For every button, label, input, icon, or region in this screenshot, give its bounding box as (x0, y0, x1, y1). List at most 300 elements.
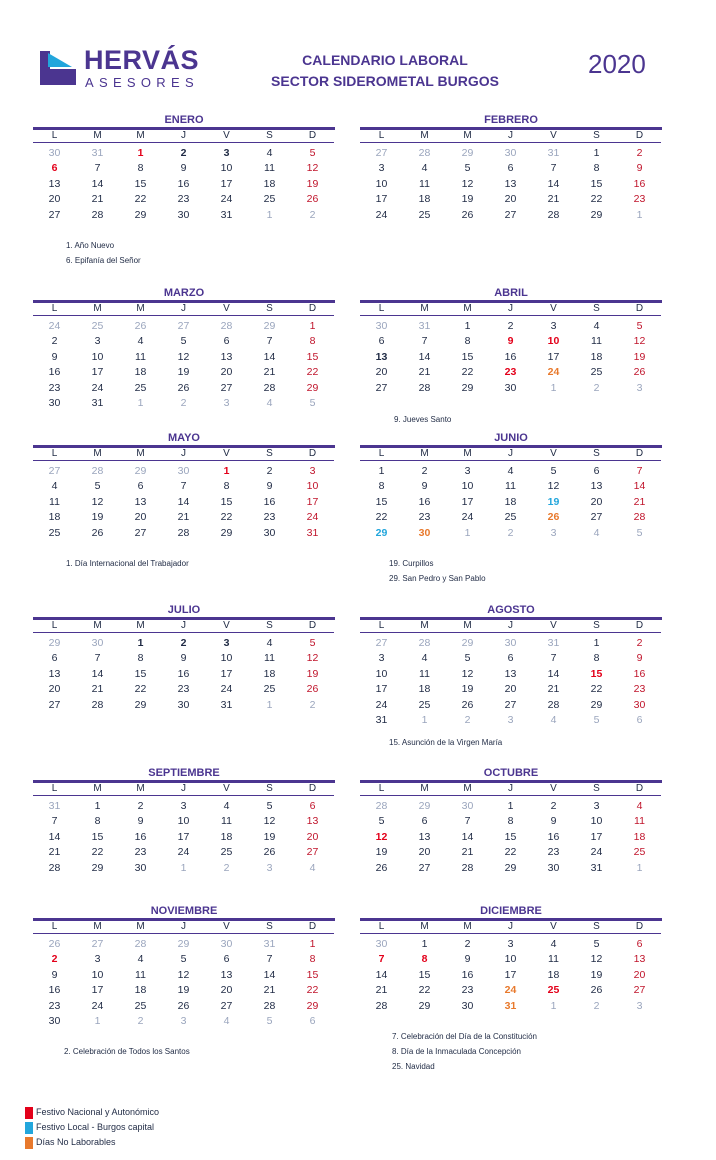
day-cell: 23 (504, 366, 517, 378)
month-day-grid (33, 130, 335, 223)
holiday-notes (64, 1044, 190, 1059)
day-cell: 29 (306, 999, 319, 1012)
day-cell: 12 (91, 495, 104, 508)
day-cell: 31 (547, 146, 560, 159)
day-cell: 12 (306, 162, 319, 174)
month-name: NOVIEMBRE (150, 905, 218, 917)
day-cell: 26 (547, 511, 560, 523)
day-cell: 19 (263, 830, 276, 843)
day-cell: 19 (306, 667, 319, 680)
day-cell: 16 (504, 350, 517, 363)
day-cell: 11 (505, 480, 516, 492)
weekday-header: D (618, 620, 661, 633)
legend (25, 1105, 159, 1150)
day-cell: 19 (590, 968, 603, 981)
day-cell: 30 (504, 381, 517, 394)
day-cell: 25 (590, 366, 603, 378)
legend-label: Días No Laborables (36, 1137, 116, 1147)
month-name: FEBRERO (484, 114, 538, 126)
day-cell: 30 (504, 636, 517, 649)
weekday-header: J (489, 130, 532, 143)
day-cell: 17 (91, 366, 104, 378)
weekday-header: L (33, 130, 76, 143)
day-cell: 18 (220, 830, 233, 843)
day-cell: 1 (137, 636, 144, 649)
day-cell: 2 (550, 799, 557, 812)
day-cell: 15 (504, 830, 517, 843)
day-cell: 8 (309, 953, 316, 965)
day-cell: 2 (137, 799, 144, 812)
day-cell: 1 (137, 397, 144, 409)
day-cell: 1 (550, 999, 557, 1012)
day-cell: 31 (220, 698, 233, 711)
day-cell: 28 (633, 511, 646, 523)
day-cell: 13 (375, 350, 388, 363)
day-cell: 2 (464, 714, 471, 726)
day-cell: 27 (48, 208, 61, 221)
day-cell: 6 (593, 464, 600, 477)
month-name: AGOSTO (487, 604, 535, 616)
day-cell: 22 (461, 366, 474, 378)
weekday-header: D (618, 448, 661, 461)
day-cell: 8 (137, 162, 144, 174)
day-cell: 8 (593, 652, 600, 664)
day-cell: 28 (418, 146, 431, 159)
day-cell: 29 (263, 319, 276, 332)
day-cell: 1 (223, 464, 230, 477)
day-cell: 29 (220, 526, 233, 539)
day-cell: 5 (593, 714, 600, 726)
day-cell: 4 (223, 799, 230, 812)
holiday-notes (394, 412, 451, 427)
month-day-grid (33, 620, 335, 713)
day-cell: 11 (49, 495, 60, 508)
day-cell: 31 (306, 526, 319, 539)
day-cell: 15 (375, 495, 388, 508)
day-cell: 30 (91, 636, 104, 649)
day-cell: 21 (418, 366, 431, 378)
day-cell: 30 (461, 999, 474, 1012)
day-cell: 8 (137, 652, 144, 664)
weekday-header: S (575, 130, 618, 143)
holiday-note: 19. Curpillos (389, 559, 434, 568)
day-cell: 28 (91, 698, 104, 711)
day-cell: 30 (48, 1015, 61, 1027)
day-cell: 23 (633, 193, 646, 205)
day-cell: 6 (421, 815, 428, 827)
day-cell: 29 (134, 698, 147, 711)
day-cell: 3 (636, 381, 643, 394)
day-cell: 28 (418, 636, 431, 649)
legend-item (25, 1135, 159, 1150)
day-cell: 10 (375, 667, 388, 680)
weekday-header: V (205, 130, 248, 143)
day-cell: 2 (180, 636, 187, 649)
day-cell: 29 (504, 861, 517, 874)
day-cell: 30 (263, 526, 276, 539)
month-febrero (360, 113, 662, 223)
day-cell: 9 (266, 480, 273, 492)
holiday-notes (66, 238, 141, 268)
day-cell: 22 (418, 984, 431, 996)
weekday-header: M (119, 303, 162, 316)
day-cell: 24 (375, 208, 388, 221)
day-cell: 11 (264, 652, 275, 664)
day-cell: 28 (375, 999, 388, 1012)
day-cell: 29 (48, 636, 61, 649)
day-cell: 18 (590, 350, 603, 363)
day-cell: 15 (590, 177, 603, 190)
brand-name: HERVÁS (84, 45, 200, 75)
weekday-header: J (489, 303, 532, 316)
weekday-header: J (162, 783, 205, 796)
day-cell: 14 (461, 830, 474, 843)
month-name: DICIEMBRE (480, 905, 542, 917)
weekday-header: L (33, 620, 76, 633)
day-cell: 15 (590, 667, 603, 680)
day-cell: 2 (266, 464, 273, 477)
weekday-header: M (403, 303, 446, 316)
day-cell: 13 (504, 667, 517, 680)
title-line-1: CALENDARIO LABORAL (302, 52, 468, 68)
day-cell: 16 (48, 366, 61, 378)
day-cell: 13 (590, 480, 603, 492)
day-cell: 14 (418, 350, 431, 363)
day-cell: 7 (464, 815, 471, 827)
day-cell: 5 (464, 162, 471, 174)
day-cell: 26 (375, 861, 388, 874)
day-cell: 24 (547, 366, 560, 378)
day-cell: 28 (91, 464, 104, 477)
day-cell: 3 (378, 652, 385, 664)
day-cell: 27 (504, 698, 517, 711)
day-cell: 27 (91, 937, 104, 950)
day-cell: 7 (180, 480, 187, 492)
day-cell: 21 (461, 846, 474, 858)
day-cell: 26 (48, 937, 61, 950)
day-cell: 22 (504, 846, 517, 858)
day-cell: 11 (135, 350, 146, 363)
month-name: MAYO (168, 432, 200, 444)
day-cell: 20 (48, 683, 61, 695)
day-cell: 26 (461, 698, 474, 711)
day-cell: 15 (134, 667, 147, 680)
legend-swatch-orange (25, 1137, 33, 1149)
day-cell: 18 (633, 830, 646, 843)
weekday-header: S (575, 303, 618, 316)
day-cell: 26 (177, 999, 190, 1012)
holiday-note: 25. Navidad (392, 1062, 435, 1071)
day-cell: 11 (264, 162, 275, 174)
holiday-notes (66, 556, 189, 571)
day-cell: 19 (375, 846, 388, 858)
day-cell: 10 (504, 953, 517, 965)
day-cell: 31 (91, 146, 104, 159)
holiday-note: 7. Celebración del Día de la Constitución (392, 1032, 537, 1041)
day-cell: 1 (378, 464, 385, 477)
weekday-header: M (446, 620, 489, 633)
weekday-header: M (76, 783, 119, 796)
day-cell: 26 (590, 984, 603, 996)
day-cell: 5 (636, 526, 643, 539)
day-cell: 19 (91, 511, 104, 523)
day-cell: 4 (507, 464, 514, 477)
weekday-header: D (618, 783, 661, 796)
day-cell: 6 (636, 937, 643, 950)
weekday-header: M (76, 130, 119, 143)
day-cell: 31 (590, 861, 603, 874)
day-cell: 2 (51, 953, 58, 965)
day-cell: 29 (91, 861, 104, 874)
day-cell: 4 (266, 636, 273, 649)
weekday-header: D (291, 130, 334, 143)
day-cell: 8 (421, 953, 428, 965)
day-cell: 2 (593, 999, 600, 1012)
day-cell: 24 (91, 999, 104, 1012)
day-cell: 18 (134, 366, 147, 378)
day-cell: 12 (461, 177, 474, 190)
day-cell: 17 (375, 193, 388, 205)
day-cell: 27 (48, 464, 61, 477)
day-cell: 3 (309, 464, 316, 477)
day-cell: 23 (418, 511, 431, 523)
day-cell: 30 (48, 146, 61, 159)
day-cell: 22 (91, 846, 104, 858)
weekday-header: L (360, 620, 403, 633)
month-julio (33, 603, 335, 713)
day-cell: 17 (461, 495, 474, 508)
weekday-header: L (33, 448, 76, 461)
day-cell: 27 (504, 208, 517, 221)
day-cell: 25 (418, 698, 431, 711)
day-cell: 6 (507, 162, 514, 174)
day-cell: 18 (48, 511, 61, 523)
day-cell: 3 (94, 953, 101, 965)
day-cell: 3 (550, 319, 557, 332)
day-cell: 6 (309, 799, 316, 812)
weekday-header: J (162, 921, 205, 934)
day-cell: 29 (590, 698, 603, 711)
day-cell: 11 (634, 815, 645, 827)
day-cell: 19 (633, 350, 646, 363)
day-cell: 27 (306, 846, 319, 858)
day-cell: 30 (375, 937, 388, 950)
day-cell: 13 (418, 830, 431, 843)
day-cell: 28 (418, 381, 431, 394)
day-cell: 1 (636, 208, 643, 221)
day-cell: 24 (220, 193, 233, 205)
day-cell: 28 (263, 999, 276, 1012)
weekday-header: S (248, 783, 291, 796)
month-name: MARZO (163, 287, 205, 299)
day-cell: 4 (266, 146, 273, 159)
day-cell: 25 (418, 208, 431, 221)
day-cell: 15 (306, 350, 319, 363)
weekday-header: M (76, 620, 119, 633)
day-cell: 27 (633, 984, 646, 996)
month-day-grid (360, 448, 662, 541)
day-cell: 30 (134, 861, 147, 874)
day-cell: 4 (137, 335, 144, 347)
day-cell: 3 (266, 861, 273, 874)
weekday-header: M (119, 448, 162, 461)
weekday-header: J (489, 921, 532, 934)
day-cell: 19 (547, 495, 560, 508)
day-cell: 10 (375, 177, 388, 190)
weekday-header: L (360, 921, 403, 934)
day-cell: 28 (220, 319, 233, 332)
day-cell: 1 (309, 937, 316, 950)
day-cell: 28 (48, 861, 61, 874)
day-cell: 29 (461, 146, 474, 159)
day-cell: 9 (464, 953, 471, 965)
weekday-header: D (618, 130, 661, 143)
day-cell: 20 (633, 968, 646, 981)
day-cell: 13 (48, 177, 61, 190)
day-cell: 2 (309, 208, 316, 221)
day-cell: 28 (91, 208, 104, 221)
day-cell: 11 (135, 968, 146, 981)
day-cell: 10 (306, 480, 319, 492)
weekday-header: S (248, 130, 291, 143)
day-cell: 5 (464, 652, 471, 664)
day-cell: 24 (220, 683, 233, 695)
day-cell: 27 (220, 999, 233, 1012)
day-cell: 9 (421, 480, 428, 492)
month-day-grid (360, 303, 662, 396)
day-cell: 8 (94, 815, 101, 827)
weekday-header: J (162, 620, 205, 633)
month-diciembre (360, 904, 662, 1014)
day-cell: 3 (223, 636, 230, 649)
day-cell: 5 (309, 636, 316, 649)
weekday-header: M (76, 303, 119, 316)
day-cell: 20 (134, 511, 147, 523)
weekday-header: J (489, 620, 532, 633)
day-cell: 29 (418, 999, 431, 1012)
day-cell: 29 (177, 937, 190, 950)
day-cell: 6 (51, 652, 58, 664)
day-cell: 22 (134, 683, 147, 695)
day-cell: 1 (137, 146, 144, 159)
day-cell: 1 (593, 146, 600, 159)
day-cell: 23 (263, 511, 276, 523)
day-cell: 23 (134, 846, 147, 858)
day-cell: 3 (378, 162, 385, 174)
day-cell: 16 (633, 667, 646, 680)
day-cell: 27 (177, 319, 190, 332)
month-name: JUNIO (494, 432, 528, 444)
weekday-header: M (446, 783, 489, 796)
day-cell: 23 (177, 193, 190, 205)
weekday-header: M (76, 448, 119, 461)
day-cell: 31 (504, 999, 517, 1012)
day-cell: 27 (48, 698, 61, 711)
day-cell: 30 (547, 861, 560, 874)
day-cell: 5 (309, 397, 316, 409)
day-cell: 27 (375, 381, 388, 394)
day-cell: 16 (418, 495, 431, 508)
day-cell: 30 (177, 698, 190, 711)
day-cell: 22 (590, 683, 603, 695)
day-cell: 15 (134, 177, 147, 190)
day-cell: 14 (547, 667, 560, 680)
day-cell: 7 (550, 162, 557, 174)
weekday-header: V (532, 303, 575, 316)
month-octubre (360, 766, 662, 876)
day-cell: 28 (263, 381, 276, 394)
weekday-header: M (119, 921, 162, 934)
document-year: 2020 (588, 49, 646, 79)
weekday-header: M (119, 130, 162, 143)
day-cell: 29 (590, 208, 603, 221)
day-cell: 11 (419, 177, 430, 190)
month-day-grid (360, 921, 662, 1014)
weekday-header: M (403, 448, 446, 461)
day-cell: 30 (504, 146, 517, 159)
day-cell: 14 (263, 350, 276, 363)
day-cell: 3 (593, 799, 600, 812)
weekday-header: M (76, 921, 119, 934)
day-cell: 24 (461, 511, 474, 523)
day-cell: 30 (633, 698, 646, 711)
day-cell: 17 (220, 667, 233, 680)
day-cell: 20 (220, 984, 233, 996)
month-septiembre (33, 766, 335, 876)
weekday-header: S (248, 921, 291, 934)
day-cell: 18 (263, 177, 276, 190)
day-cell: 24 (375, 698, 388, 711)
day-cell: 2 (507, 319, 514, 332)
day-cell: 30 (177, 464, 190, 477)
day-cell: 1 (593, 636, 600, 649)
day-cell: 1 (180, 861, 187, 874)
day-cell: 7 (421, 335, 428, 347)
day-cell: 7 (51, 815, 58, 827)
day-cell: 6 (636, 714, 643, 726)
month-day-grid (360, 130, 662, 223)
day-cell: 14 (177, 495, 190, 508)
day-cell: 5 (636, 319, 643, 332)
day-cell: 4 (309, 861, 316, 874)
day-cell: 8 (464, 335, 471, 347)
legend-item (25, 1120, 159, 1135)
day-cell: 31 (263, 937, 276, 950)
month-enero (33, 113, 335, 223)
day-cell: 28 (375, 799, 388, 812)
day-cell: 25 (48, 526, 61, 539)
day-cell: 7 (378, 953, 385, 965)
day-cell: 30 (48, 397, 61, 409)
day-cell: 17 (590, 830, 603, 843)
day-cell: 16 (633, 177, 646, 190)
day-cell: 7 (550, 652, 557, 664)
day-cell: 31 (547, 636, 560, 649)
day-cell: 14 (48, 830, 61, 843)
day-cell: 14 (633, 480, 646, 492)
weekday-header: J (489, 783, 532, 796)
day-cell: 25 (134, 999, 147, 1012)
legend-label: Festivo Nacional y Autonómico (36, 1107, 160, 1117)
day-cell: 4 (593, 319, 600, 332)
day-cell: 21 (547, 683, 560, 695)
weekday-header: S (575, 620, 618, 633)
day-cell: 12 (263, 815, 276, 827)
day-cell: 2 (180, 146, 187, 159)
day-cell: 11 (419, 667, 430, 680)
weekday-header: V (205, 303, 248, 316)
day-cell: 21 (263, 366, 276, 378)
